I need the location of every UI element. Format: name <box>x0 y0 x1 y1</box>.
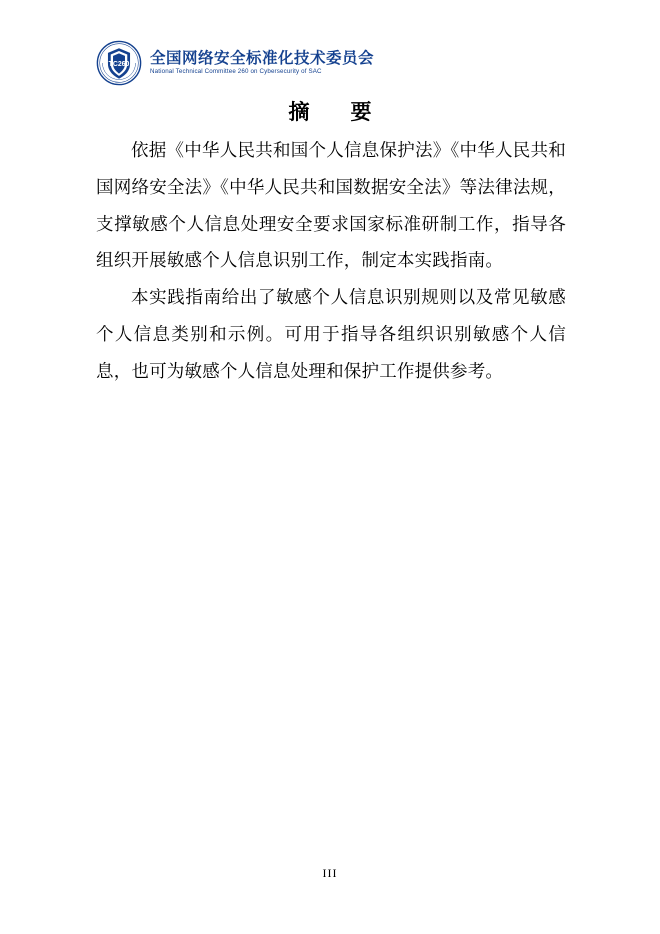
page-title: 摘 要 <box>288 101 382 124</box>
organization-name-en: National Technical Committee 260 on Cybersecurity of SAC <box>150 68 322 76</box>
page-number: III <box>322 866 338 880</box>
paragraph: 依据《中华人民共和国个人信息保护法》《中华人民共和国网络安全法》《中华人民共和国数据安全法》等法律法规，支撑敏感个人信息处理安全要求国家标准研制工作，指导各组织开展敏感个人信息识别工作，制定本实践指南。 <box>96 140 566 271</box>
svg-text:TC260: TC260 <box>108 61 130 69</box>
organization-logo <box>96 40 374 86</box>
abstract-body <box>96 132 566 389</box>
tc260-shield-emblem-icon <box>96 40 142 86</box>
organization-name-cn: 全国网络安全标准化技术委员会 <box>150 49 375 67</box>
paragraph: 本实践指南给出了敏感个人信息识别规则以及常见敏感个人信息类别和示例。可用于指导各组织识别敏感个人信息，也可为敏感个人信息处理和保护工作提供参考。 <box>96 287 566 381</box>
organization-name-block <box>150 51 374 76</box>
